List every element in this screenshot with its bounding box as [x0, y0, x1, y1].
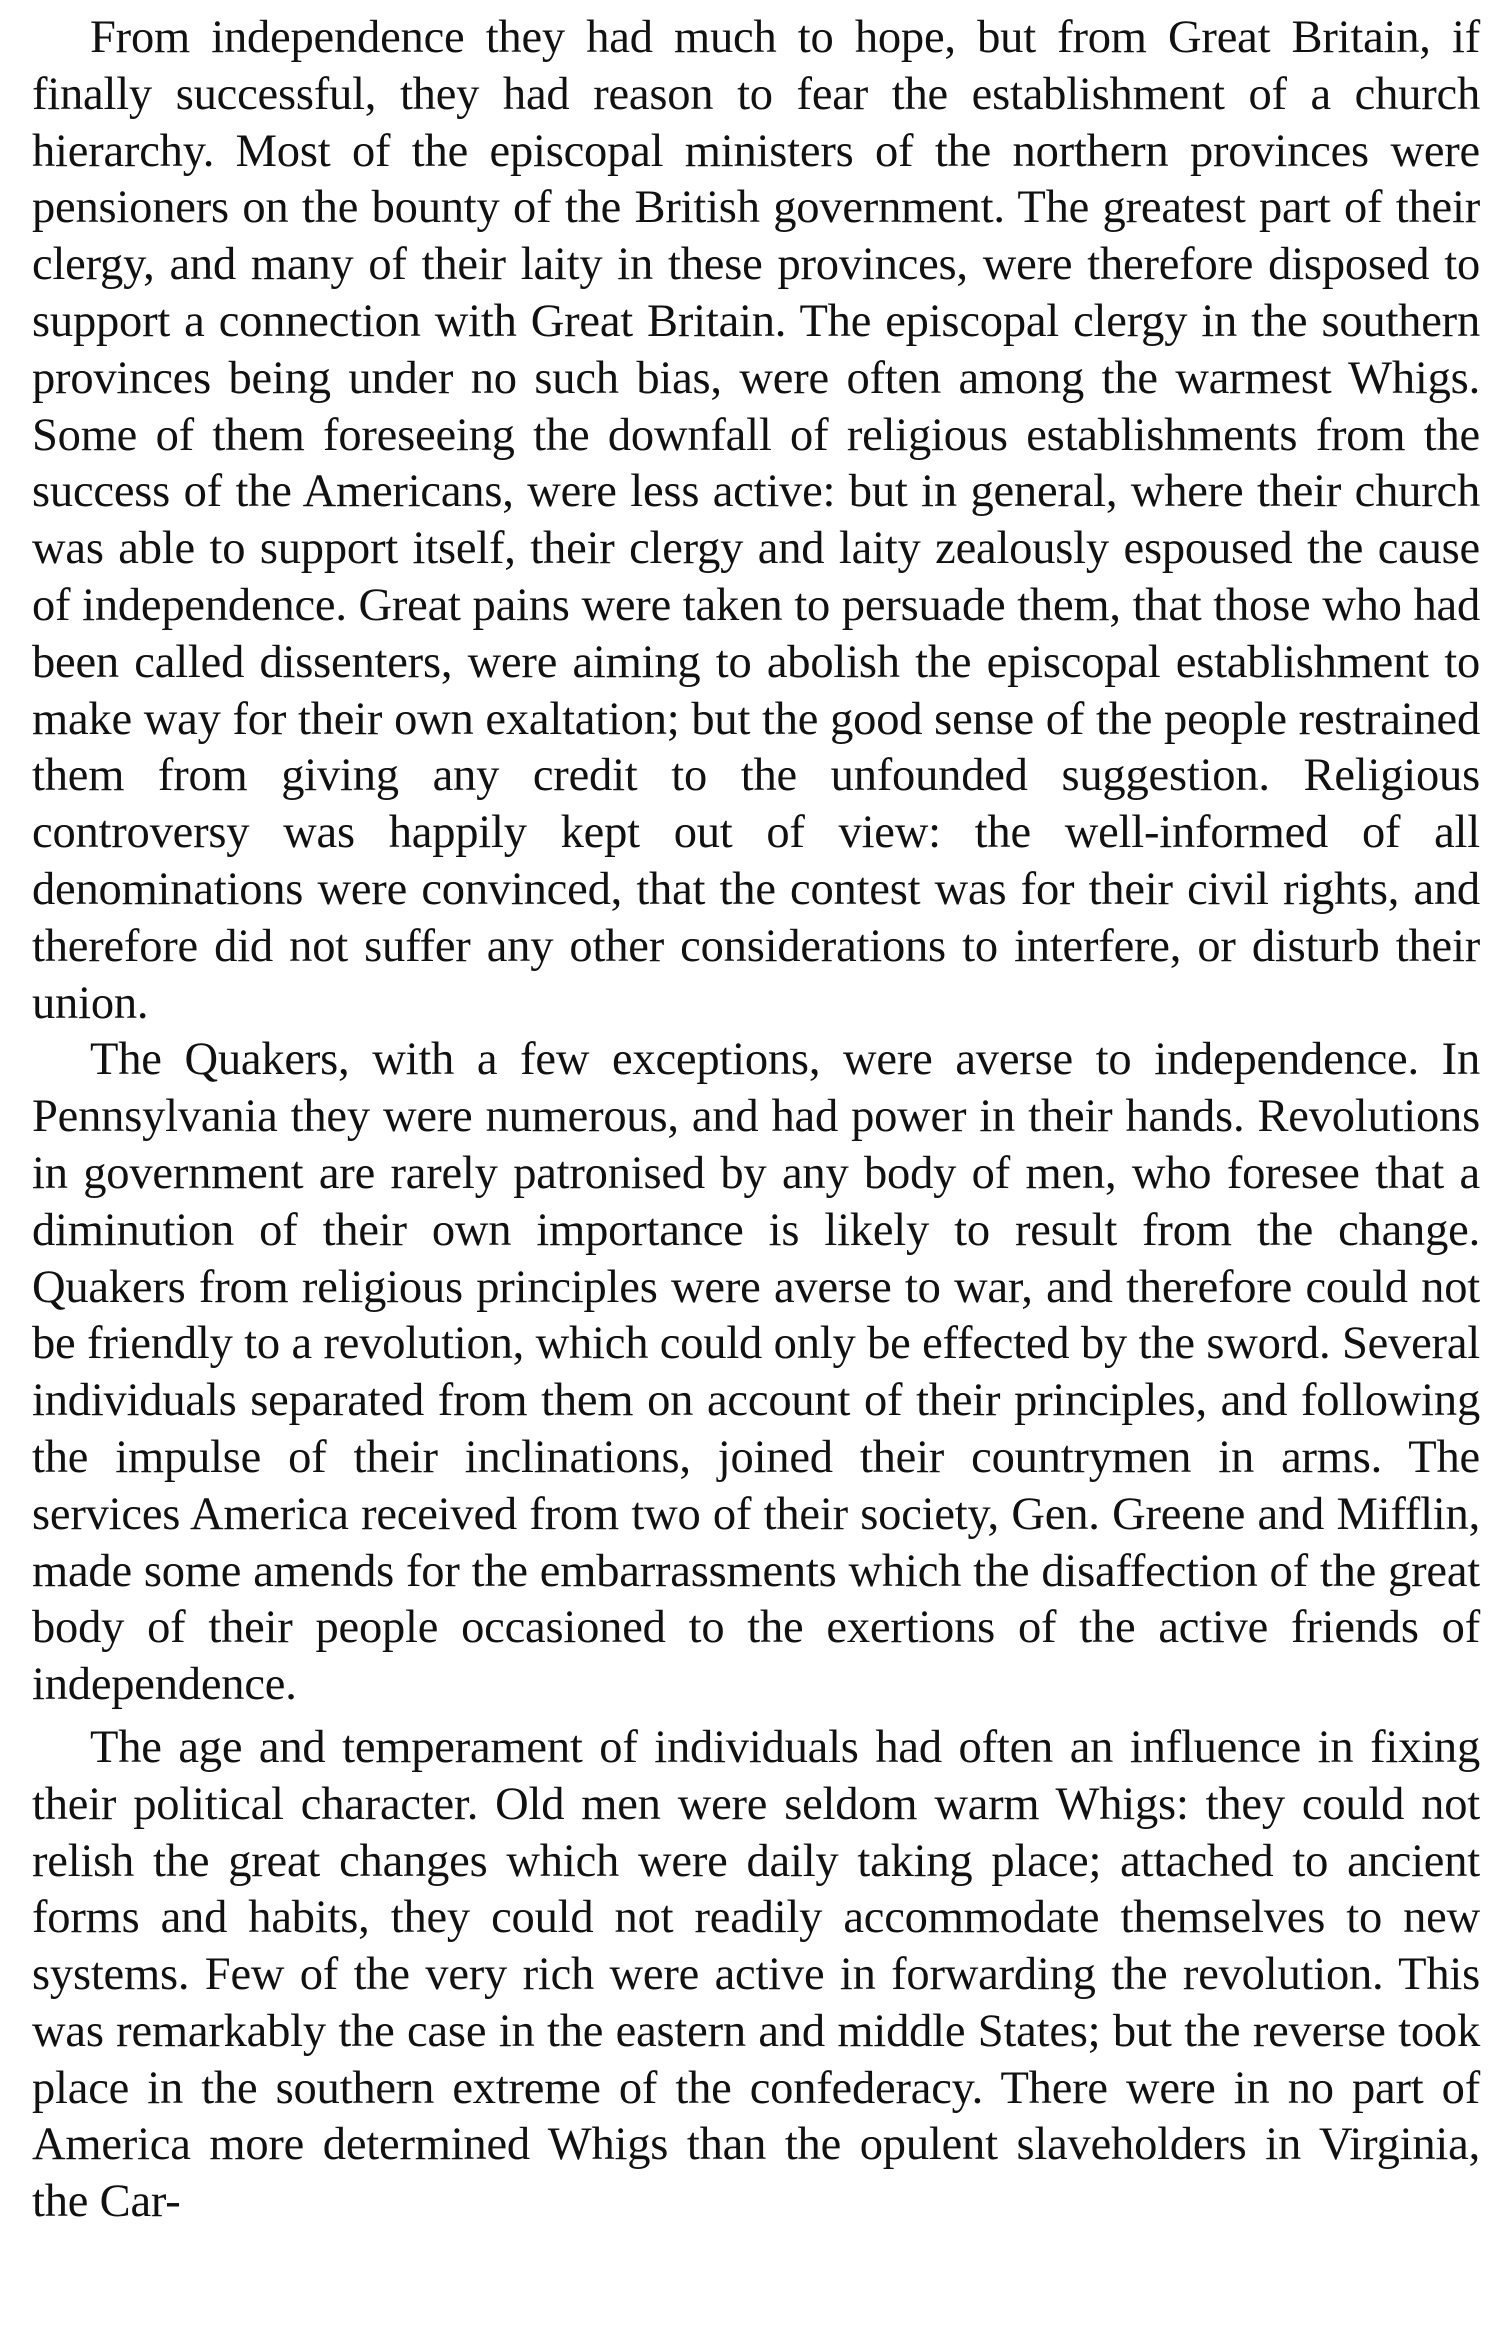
- paragraph-age-temperament: The age and temperament of individuals had often an influence in fixing their political character. Old men were seldom warm Whigs: they could not relish the great changes which were daily taking place; attached to ancient forms and habits, they could not readily accommodate themselves to new systems. Few of the very rich were active in forwarding the revolution. This was remarkably the case in the eastern and middle States; but the reverse took place in the southern extreme of the confederacy. There were in no part of America more determined Whigs than the opulent slaveholders in Virginia, the Car-: [32, 1721, 1480, 2228]
- paragraph-episcopal-clergy: From independence they had much to hope, but from Great Britain, if finally successful, they had reason to fear the establishment of a church hierarchy. Most of the episcopal ministers of the northern provinces were pensioners on the bounty of the British government. The greatest part of their clergy, and many of their laity in these provinces, were therefore disposed to support a connection with Great Britain. The episcopal clergy in the southern provinces being under no such bias, were often among the warmest Whigs. Some of them foreseeing the downfall of religious establishments from the success of the Americans, were less active: but in general, where their church was able to support itself, their clergy and laity zealously espoused the cause of independence. Great pains were taken to persuade them, that those who had been called dissenters, were aiming to abolish the episcopal establishment to make way for their own exaltation; but the good sense of the people restrained them from giving any credit to the unfounded suggestion. Religious controversy was happily kept out of view: the well-informed of all denominations were convinced, that the contest was for their civil rights, and therefore did not suffer any other considerations to interfere, or disturb their union.: [32, 12, 1480, 1029]
- document-page: [32, 10, 1480, 2231]
- paragraph-quakers: The Quakers, with a few exceptions, were averse to independence. In Pennsylvania they were numerous, and had power in their hands. Revolutions in government are rarely patronised by any body of men, who foresee that a diminution of their own importance is likely to result from the change. Quakers from religious principles were averse to war, and therefore could not be friendly to a revolution, which could only be effected by the sword. Several individuals separated from them on account of their principles, and following the impulse of their inclinations, joined their countrymen in arms. The services America received from two of their society, Gen. Greene and Mifflin, made some amends for the embarrassments which the disaffection of the great body of their people occasioned to the exertions of the active friends of independence.: [32, 1034, 1480, 1711]
